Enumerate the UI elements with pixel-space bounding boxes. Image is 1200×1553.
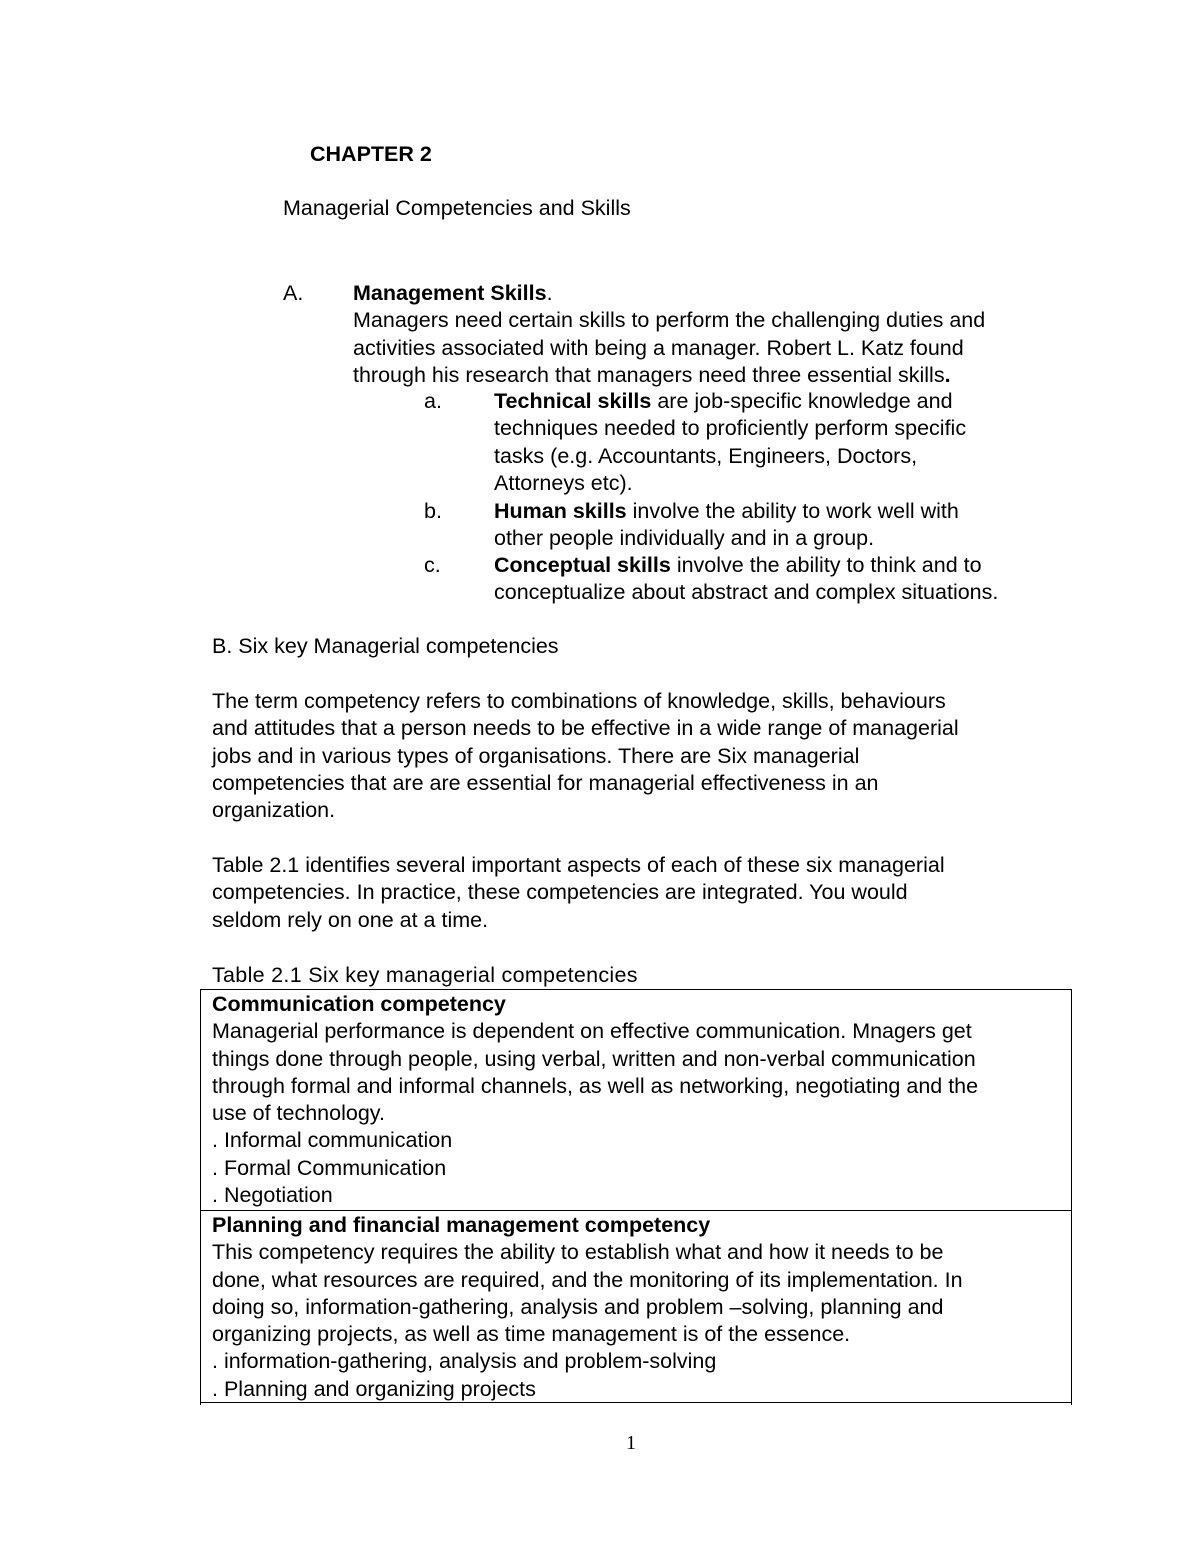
section-a-body xyxy=(353,280,1073,389)
table-line: . Planning and organizing projects xyxy=(212,1376,536,1401)
table-line: use of technology. xyxy=(212,1101,385,1126)
skill-item-first-line xyxy=(494,498,1074,525)
page-number: 1 xyxy=(626,1432,636,1454)
chapter-title: CHAPTER 2 xyxy=(310,142,432,166)
table-row xyxy=(201,989,1071,1210)
skill-term: Human skills xyxy=(494,499,627,523)
table-caption: Table 2.1 Six key managerial competencies xyxy=(212,963,638,987)
paragraph-line: competencies. In practice, these competencies are integrated. You would xyxy=(212,880,908,905)
section-b-heading: B. Six key Managerial competencies xyxy=(212,634,559,658)
skill-item-marker: c. xyxy=(424,553,441,577)
skill-term: Conceptual skills xyxy=(494,553,671,577)
skill-first-rest: are job-specific knowledge and xyxy=(651,389,953,413)
section-a-heading-suffix: . xyxy=(546,281,553,305)
skill-line: conceptualize about abstract and complex situations. xyxy=(494,580,999,605)
section-a-intro-line: activities associated with being a manager. Robert L. Katz found xyxy=(353,335,964,360)
table-line: done, what resources are required, and the monitoring of its implementation. In xyxy=(212,1267,963,1292)
paragraph-line: competencies that are are essential for managerial effectiveness in an xyxy=(212,770,879,795)
competency-title: Planning and financial management competency xyxy=(212,1213,711,1237)
paragraph-line: Table 2.1 identifies several important aspects of each of these six managerial xyxy=(212,853,945,877)
paragraph-line: The term competency refers to combinations of knowledge, skills, behaviours xyxy=(212,689,946,713)
table-line: . Formal Communication xyxy=(212,1155,447,1180)
skill-item-marker: a. xyxy=(424,389,442,413)
paragraph-line: jobs and in various types of organisations. There are Six managerial xyxy=(212,743,860,768)
table-row xyxy=(201,1210,1071,1405)
section-a-heading-line xyxy=(353,280,1073,307)
table-line: This competency requires the ability to establish what and how it needs to be xyxy=(212,1240,944,1265)
skill-item-first-line xyxy=(494,552,1074,579)
competency-table xyxy=(200,989,1072,1405)
skill-first-rest: involve the ability to work well with xyxy=(626,499,959,523)
paragraph-table-intro xyxy=(212,852,1062,934)
section-a-intro-end: . xyxy=(944,362,951,387)
paragraph-competency-definition xyxy=(212,688,1062,824)
section-a-marker: A. xyxy=(283,281,304,305)
skill-item-conceptual xyxy=(494,552,1074,607)
section-a-intro-line: Managers need certain skills to perform the challenging duties and xyxy=(353,308,986,333)
skill-line: techniques needed to proficiently perform specific xyxy=(494,416,967,441)
skill-line: Attorneys etc). xyxy=(494,470,633,495)
table-line: . information-gathering, analysis and problem-solving xyxy=(212,1349,717,1374)
table-line: doing so, information-gathering, analysis and problem –solving, planning and xyxy=(212,1294,944,1319)
paragraph-line: seldom rely on one at a time. xyxy=(212,907,489,932)
skill-item-marker: b. xyxy=(424,499,442,523)
table-line: Managerial performance is dependent on effective communication. Mnagers get xyxy=(212,1019,972,1044)
paragraph-line: and attitudes that a person needs to be effective in a wide range of managerial xyxy=(212,716,959,741)
competency-title: Communication competency xyxy=(212,992,506,1016)
skill-term: Technical skills xyxy=(494,389,652,413)
table-bottom-border xyxy=(200,1402,1072,1403)
table-line: things done through people, using verbal, written and non-verbal communication xyxy=(212,1046,976,1071)
section-a-intro-line xyxy=(353,362,1073,389)
table-line: . Informal communication xyxy=(212,1128,453,1153)
paragraph-line: organization. xyxy=(212,798,336,823)
skill-first-rest: involve the ability to think and to xyxy=(670,553,982,577)
skill-item-technical xyxy=(494,388,1074,497)
table-line: organizing projects, as well as time management is of the essence. xyxy=(212,1322,851,1347)
section-a-intro-text: through his research that managers need three essential skills xyxy=(353,362,945,387)
chapter-subtitle: Managerial Competencies and Skills xyxy=(283,196,631,220)
table-line: through formal and informal channels, as well as networking, negotiating and the xyxy=(212,1073,979,1098)
table-line: . Negotiation xyxy=(212,1183,333,1208)
skill-line: tasks (e.g. Accountants, Engineers, Doctors, xyxy=(494,443,918,468)
skill-item-first-line xyxy=(494,388,1074,415)
skill-line: other people individually and in a group. xyxy=(494,526,875,551)
section-a-heading: Management Skills xyxy=(353,281,547,305)
skill-item-human xyxy=(494,498,1074,553)
